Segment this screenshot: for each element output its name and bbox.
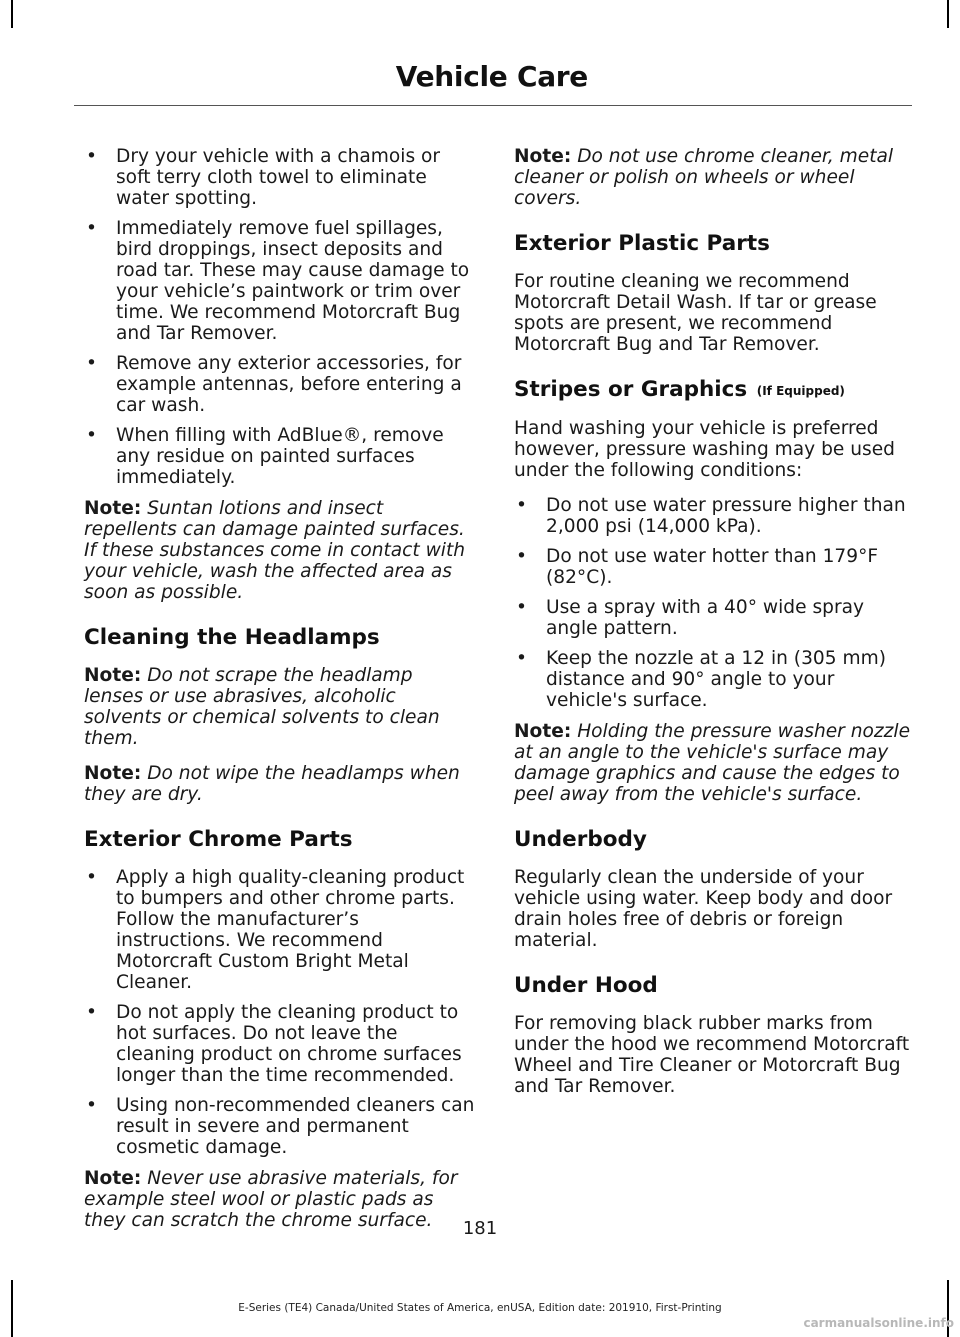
list-item-text: Keep the nozzle at a 12 in (305 mm) distance and 90° angle to your vehicle's surface. bbox=[546, 648, 886, 711]
list-item-text: Using non-recommended cleaners can result in severe and permanent cosmetic damage. bbox=[116, 1095, 475, 1158]
bullet-glyph: • bbox=[516, 597, 527, 618]
list-item bbox=[84, 1095, 476, 1158]
note-text: Do not scrape the headlamp lenses or use abrasives, alcoholic solvents or chemical solvents to clean them. bbox=[84, 665, 440, 749]
page-header-title: Vehicle Care bbox=[395, 60, 588, 93]
note-text: Holding the pressure washer nozzle at an angle to the vehicle's surface may damage graphics and cause the edges to peel away from the vehicle's surface. bbox=[514, 721, 911, 805]
page-number: 181 bbox=[462, 1218, 498, 1239]
note-paragraph bbox=[514, 146, 910, 209]
bullet-glyph: • bbox=[86, 1002, 97, 1023]
note-label: Note: bbox=[84, 498, 142, 519]
if-equipped-label: (If Equipped) bbox=[756, 384, 845, 398]
bullet-glyph: • bbox=[86, 146, 97, 167]
list-item bbox=[84, 218, 476, 344]
chrome-bullet-list bbox=[84, 867, 476, 1158]
note-text: Do not wipe the headlamps when they are dry. bbox=[84, 763, 460, 805]
note-paragraph bbox=[84, 498, 476, 603]
care-bullet-list bbox=[84, 146, 476, 488]
crop-mark-top-left bbox=[11, 0, 13, 28]
right-column bbox=[514, 146, 910, 1111]
stripes-bullet-list bbox=[514, 495, 910, 711]
list-item bbox=[84, 425, 476, 488]
note-label: Note: bbox=[84, 665, 142, 686]
left-column bbox=[84, 146, 476, 1245]
list-item-text: Apply a high quality-cleaning product to bumpers and other chrome parts. Follow the manufacturer’s instructions. We recommend Motorcraft Custom Bright Metal Cleaner. bbox=[116, 867, 465, 993]
note-text: Suntan lotions and insect repellents can damage painted surfaces. If these substances come in contact with your vehicle, wash the affected area as soon as possible. bbox=[84, 498, 466, 603]
bullet-glyph: • bbox=[86, 353, 97, 374]
body-paragraph: For routine cleaning we recommend Motorcraft Detail Wash. If tar or grease spots are present, we recommend Motorcraft Bug and Tar Remover. bbox=[514, 271, 877, 355]
note-label: Note: bbox=[84, 763, 142, 784]
header-divider bbox=[74, 105, 912, 106]
section-heading-plastic: Exterior Plastic Parts bbox=[514, 231, 770, 256]
list-item-text: Do not apply the cleaning product to hot surfaces. Do not leave the cleaning product on chrome surfaces longer than the time recommended. bbox=[116, 1002, 462, 1086]
note-label: Note: bbox=[84, 1168, 142, 1189]
body-paragraph: Regularly clean the underside of your vehicle using water. Keep body and door drain holes free of debris or foreign material. bbox=[514, 867, 893, 951]
note-paragraph bbox=[84, 763, 476, 805]
body-paragraph: Hand washing your vehicle is preferred however, pressure washing may be used under the following conditions: bbox=[514, 418, 895, 481]
bullet-glyph: • bbox=[86, 218, 97, 239]
body-paragraph: For removing black rubber marks from under the hood we recommend Motorcraft Wheel and Tire Cleaner or Motorcraft Bug and Tar Remover. bbox=[514, 1013, 910, 1097]
list-item-text: When filling with AdBlue®, remove any residue on painted surfaces immediately. bbox=[116, 425, 444, 488]
list-item bbox=[84, 867, 476, 993]
note-text: Never use abrasive materials, for example steel wool or plastic pads as they can scratch the chrome surface. bbox=[84, 1168, 458, 1231]
list-item-text: Do not use water pressure higher than 2,000 psi (14,000 kPa). bbox=[546, 495, 906, 537]
list-item bbox=[84, 1002, 476, 1086]
note-label: Note: bbox=[514, 146, 572, 167]
section-heading-underbody: Underbody bbox=[514, 827, 647, 852]
bullet-glyph: • bbox=[86, 867, 97, 888]
list-item bbox=[84, 353, 476, 416]
list-item-text: Dry your vehicle with a chamois or soft terry cloth towel to eliminate water spotting. bbox=[116, 146, 441, 209]
section-heading-underhood: Under Hood bbox=[514, 973, 658, 998]
list-item bbox=[514, 648, 910, 711]
crop-mark-top-right bbox=[947, 0, 949, 28]
list-item bbox=[514, 597, 910, 639]
heading-text: Stripes or Graphics bbox=[514, 377, 748, 402]
list-item bbox=[514, 495, 910, 537]
note-paragraph bbox=[84, 665, 476, 749]
list-item bbox=[84, 146, 476, 209]
list-item-text: Remove any exterior accessories, for example antennas, before entering a car wash. bbox=[116, 353, 462, 416]
bullet-glyph: • bbox=[86, 1095, 97, 1116]
watermark: carmanualsonline.info bbox=[803, 1316, 954, 1330]
note-paragraph bbox=[514, 721, 910, 805]
list-item bbox=[514, 546, 910, 588]
note-text: Do not use chrome cleaner, metal cleaner or polish on wheels or wheel covers. bbox=[514, 146, 894, 209]
section-heading-stripes bbox=[514, 377, 910, 404]
bullet-glyph: • bbox=[86, 425, 97, 446]
list-item-text: Do not use water hotter than 179°F (82°C). bbox=[546, 546, 879, 588]
list-item-text: Immediately remove fuel spillages, bird droppings, insect deposits and road tar. These may cause damage to your vehicle’s paintwork or trim over time. We recommend Motorcraft Bug and Tar Remover. bbox=[116, 218, 470, 344]
bullet-glyph: • bbox=[516, 648, 527, 669]
note-label: Note: bbox=[514, 721, 572, 742]
list-item-text: Use a spray with a 40° wide spray angle pattern. bbox=[546, 597, 864, 639]
section-heading-chrome: Exterior Chrome Parts bbox=[84, 827, 353, 852]
section-heading-headlamps: Cleaning the Headlamps bbox=[84, 625, 380, 650]
bullet-glyph: • bbox=[516, 546, 527, 567]
footer-edition-info: E-Series (TE4) Canada/United States of America, enUSA, Edition date: 201910, First-Printing bbox=[238, 1302, 722, 1314]
bullet-glyph: • bbox=[516, 495, 527, 516]
